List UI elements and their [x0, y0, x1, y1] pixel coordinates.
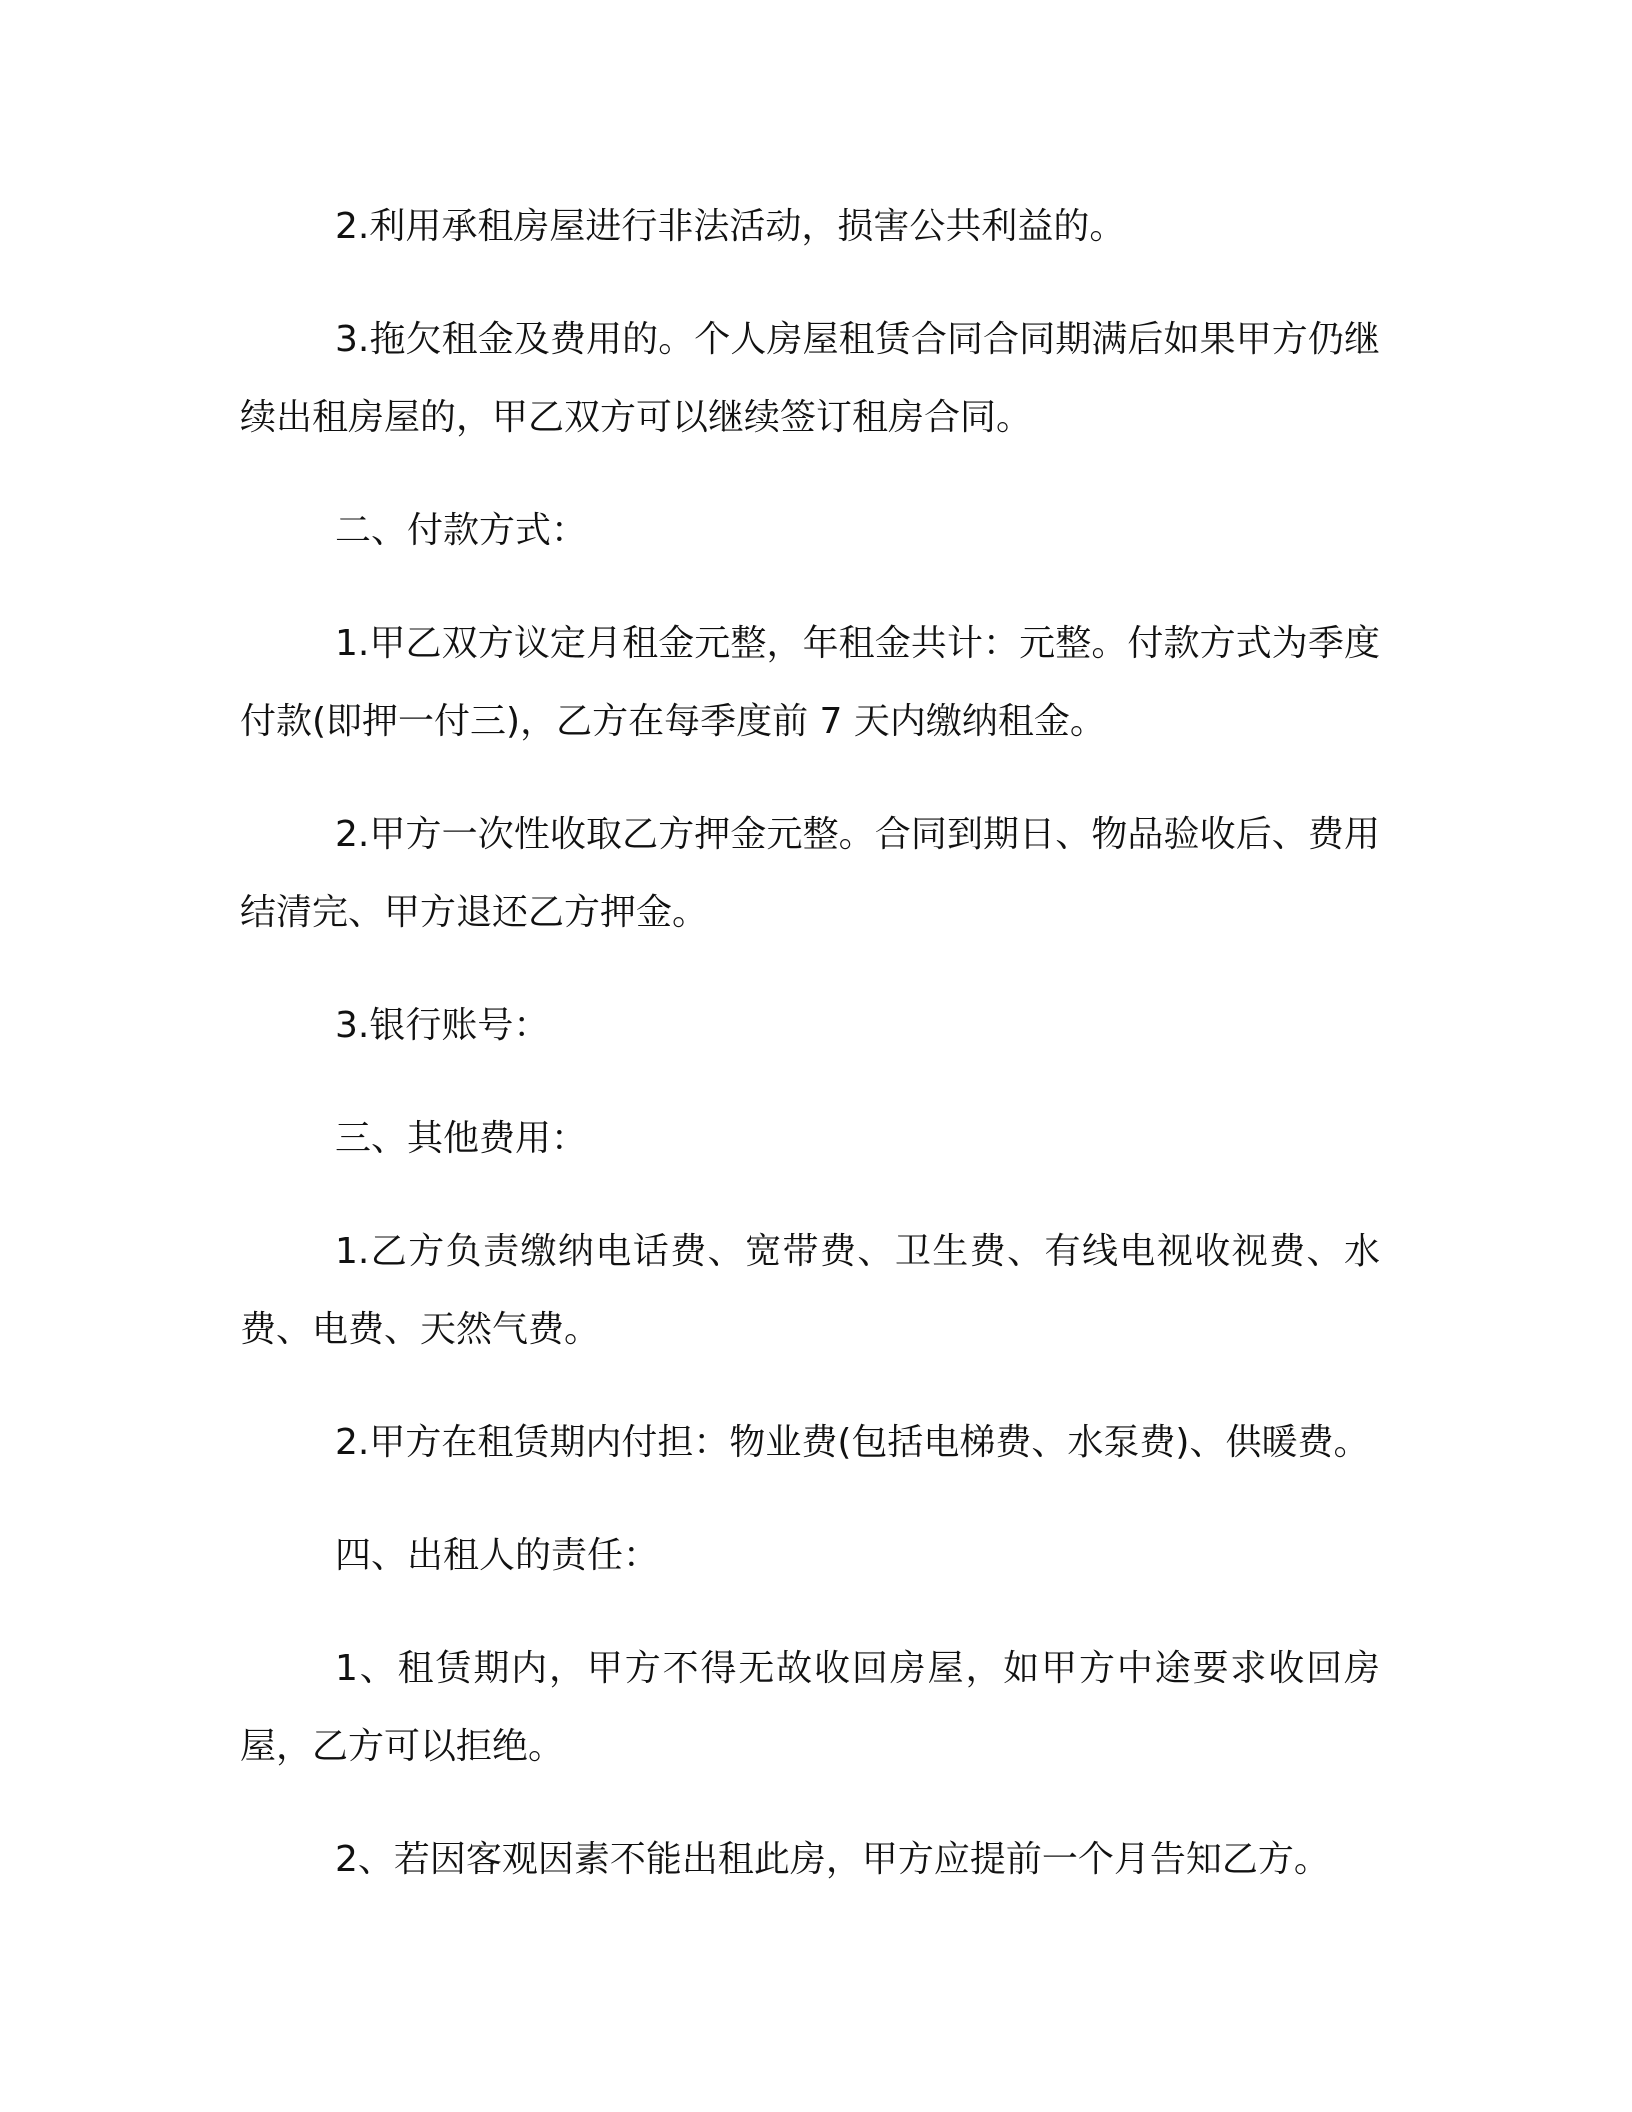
- fees-item-2: 2.甲方在租赁期内付担：物业费(包括电梯费、水泵费)、供暖费。: [335, 1422, 1370, 1463]
- clause-3-rent-arrears: 3.拖欠租金及费用的。个人房屋租赁合同合同期满后如果甲方仍继续出租房屋的，甲乙双方可以继续签订租房合同。: [240, 319, 1380, 438]
- duty-item-2: 2、若因客观因素不能出租此房，甲方应提前一个月告知乙方。: [335, 1839, 1330, 1880]
- document-body: [240, 188, 1380, 1934]
- clause-2-illegal-use: 2.利用承租房屋进行非法活动，损害公共利益的。: [335, 206, 1126, 247]
- duty-item-1: 1、租赁期内，甲方不得无故收回房屋，如甲方中途要求收回房屋，乙方可以拒绝。: [240, 1648, 1380, 1767]
- section-heading-payment: 二、付款方式：: [335, 510, 588, 551]
- payment-item-1: 1.甲乙双方议定月租金元整，年租金共计：元整。付款方式为季度付款(即押一付三)，乙方在每季度前 7 天内缴纳租金。: [240, 623, 1380, 742]
- fees-item-1: 1.乙方负责缴纳电话费、宽带费、卫生费、有线电视收视费、水费、电费、天然气费。: [240, 1231, 1380, 1350]
- payment-item-2: 2.甲方一次性收取乙方押金元整。合同到期日、物品验收后、费用结清完、甲方退还乙方押金。: [240, 814, 1380, 933]
- payment-item-3: 3.银行账号：: [335, 1005, 550, 1046]
- section-heading-lessor-duties: 四、出租人的责任：: [335, 1535, 660, 1576]
- section-heading-other-fees: 三、其他费用：: [335, 1118, 588, 1159]
